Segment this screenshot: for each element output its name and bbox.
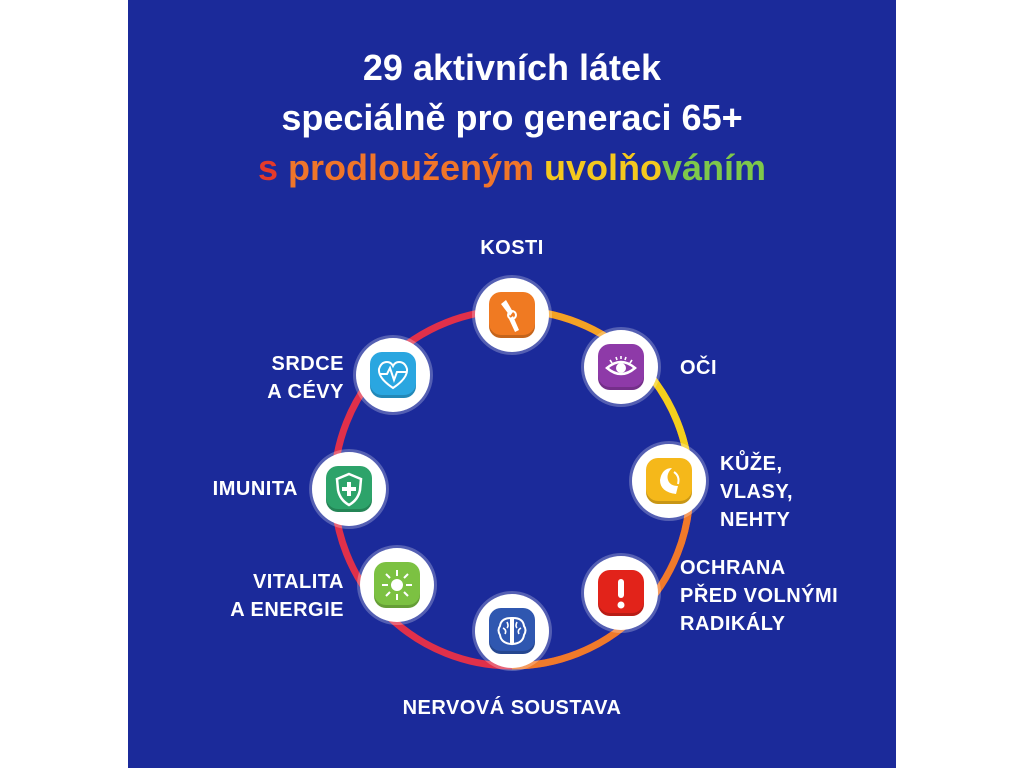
label-line: IMUNITA xyxy=(212,478,298,500)
label-line: NEHTY xyxy=(720,509,791,531)
label-imunita xyxy=(168,475,298,503)
bone-joint-icon xyxy=(489,292,535,338)
headline-line-2: speciálně pro generaci 65+ xyxy=(281,97,743,138)
brain-icon xyxy=(489,608,535,654)
node-ochrana xyxy=(584,556,658,630)
node-srdce xyxy=(356,338,430,412)
node-kosti xyxy=(475,278,549,352)
label-line: RADIKÁLY xyxy=(680,613,786,635)
label-line: KOSTI xyxy=(480,237,544,259)
sun-burst-icon xyxy=(374,562,420,608)
label-line: A ENERGIE xyxy=(230,599,344,621)
label-line: OCHRANA xyxy=(680,557,786,579)
headline-part: uvolňo xyxy=(544,147,662,188)
label-line: OČI xyxy=(680,357,718,379)
label-nervova xyxy=(362,694,662,722)
label-line: SRDCE xyxy=(271,353,344,375)
alert-icon xyxy=(598,570,644,616)
node-kuze xyxy=(632,444,706,518)
node-vitalita xyxy=(360,548,434,622)
node-oci xyxy=(584,330,658,404)
shield-cross-icon xyxy=(326,466,372,512)
eye-icon xyxy=(598,344,644,390)
label-ochrana xyxy=(680,554,838,638)
node-imunita xyxy=(312,452,386,526)
heart-pulse-icon xyxy=(370,352,416,398)
label-line: VLASY, xyxy=(720,481,794,503)
label-line: NERVOVÁ SOUSTAVA xyxy=(402,697,622,719)
label-line: VITALITA xyxy=(252,571,344,593)
label-kuze xyxy=(720,450,793,534)
skin-hair-icon xyxy=(646,458,692,504)
headline-part: prodlouženým xyxy=(287,147,534,188)
label-srdce xyxy=(188,350,344,406)
label-line: KŮŽE, xyxy=(720,453,783,475)
headline-part: s xyxy=(257,147,288,188)
infographic-panel xyxy=(128,0,896,768)
label-oci xyxy=(680,354,717,382)
headline-part: váním xyxy=(662,147,767,188)
label-line: A CÉVY xyxy=(267,381,344,403)
label-vitalita xyxy=(168,568,344,624)
label-line: PŘED VOLNÝMI xyxy=(680,585,839,607)
node-nervova xyxy=(475,594,549,668)
headline-line-1: 29 aktivních látek xyxy=(362,47,662,88)
label-kosti xyxy=(452,234,572,262)
